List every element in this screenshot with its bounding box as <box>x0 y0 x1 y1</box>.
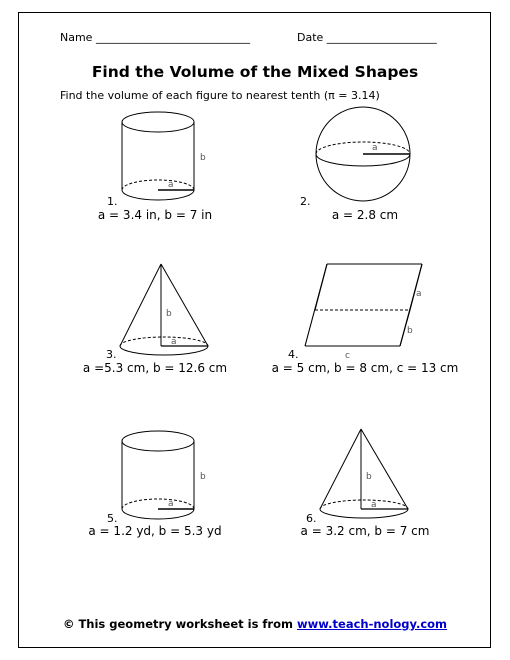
problem-5-number: 5. <box>107 512 118 525</box>
label-a: a <box>372 143 378 153</box>
problem-5-caption: a = 1.2 yd, b = 5.3 yd <box>88 524 222 538</box>
problem-3-caption: a =5.3 cm, b = 12.6 cm <box>82 361 228 375</box>
problem-2-number: 2. <box>300 195 311 208</box>
footer <box>0 617 510 631</box>
label-a: a <box>168 499 174 509</box>
label-a: a <box>371 500 377 510</box>
problem-1-caption: a = 3.4 in, b = 7 in <box>97 208 213 222</box>
label-b: b <box>366 472 372 482</box>
figure-3-cone <box>118 262 218 362</box>
problem-1-number: 1. <box>107 195 118 208</box>
problem-2-caption: a = 2.8 cm <box>331 208 399 222</box>
problem-4-caption: a = 5 cm, b = 8 cm, c = 13 cm <box>271 361 459 375</box>
date-field <box>297 31 437 44</box>
label-a: a <box>171 337 177 347</box>
name-field <box>60 31 250 44</box>
footer-text: © This geometry worksheet is from <box>62 617 293 631</box>
footer-link[interactable]: www.teach-nology.com <box>297 617 448 631</box>
date-label: Date <box>297 31 324 44</box>
figure-4-rectangular-prism <box>300 262 440 362</box>
label-c: c <box>345 351 350 361</box>
problem-4-number: 4. <box>288 348 299 361</box>
label-b: b <box>407 326 413 336</box>
date-blank: ____________________ <box>326 31 437 44</box>
figure-5-cylinder <box>118 427 218 522</box>
problem-6-number: 6. <box>306 512 317 525</box>
figure-2-sphere <box>310 110 420 205</box>
label-b: b <box>166 309 172 319</box>
problem-3-number: 3. <box>106 348 117 361</box>
label-a: a <box>168 180 174 190</box>
figure-1-cylinder <box>118 108 218 203</box>
label-a: a <box>416 289 422 299</box>
label-b: b <box>200 472 206 482</box>
instructions: Find the volume of each figure to nearest tenth (π = 3.14) <box>60 89 380 102</box>
figure-6-cone <box>318 427 418 527</box>
label-b: b <box>200 153 206 163</box>
worksheet-title: Find the Volume of the Mixed Shapes <box>91 63 419 81</box>
problem-6-caption: a = 3.2 cm, b = 7 cm <box>300 524 430 538</box>
name-label: Name <box>60 31 93 44</box>
name-blank: ____________________________ <box>95 31 250 44</box>
